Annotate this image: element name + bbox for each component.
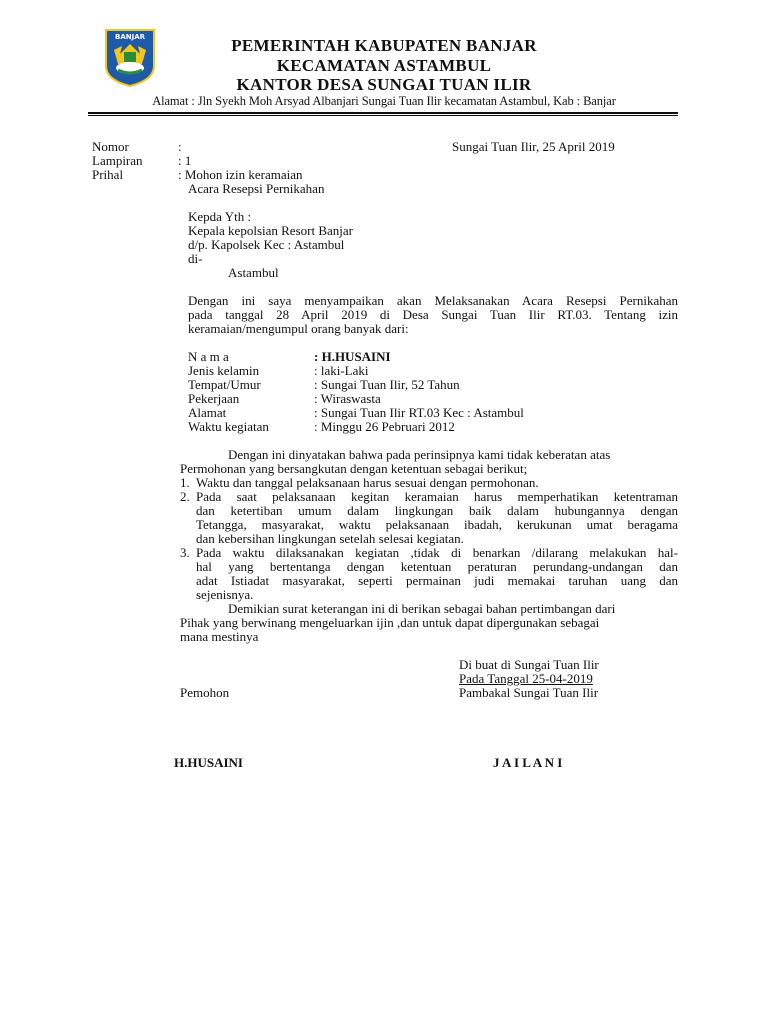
- detail-value-pekerjaan: : Wiraswasta: [314, 391, 381, 406]
- detail-label-nama: N a m a: [188, 349, 229, 364]
- letterhead-line-2: KECAMATAN ASTAMBUL: [276, 56, 492, 75]
- condition-3-line-1: Pada waktu dilaksanakan kegiatan ,tidak di benarkan /dilarang melakukan hal-: [196, 545, 678, 560]
- condition-2-line-3: Tetangga, masyarakat, waktu pelaksanaan ibadah, kerukunan umat beragama: [196, 517, 678, 532]
- lampiran-label: Lampiran: [92, 153, 143, 168]
- nomor-value: :: [178, 139, 182, 154]
- detail-value-jenis-kelamin: : laki-Laki: [314, 363, 369, 378]
- letterhead-line-1: PEMERINTAH KABUPATEN BANJAR: [231, 36, 537, 55]
- detail-label-waktu-kegiatan: Waktu kegiatan: [188, 419, 269, 434]
- closing-line-2: Pihak yang berwinang mengeluarkan ijin ,dan untuk dapat dipergunakan sebagai: [180, 615, 600, 630]
- condition-3-number: 3.: [180, 545, 190, 560]
- intro-line-1: Dengan ini saya menyampaikan akan Melaksanakan Acara Resepsi Pernikahan: [188, 293, 678, 308]
- prihal-label: Prihal: [92, 167, 124, 182]
- prihal-value-2: Acara Resepsi Pernikahan: [188, 181, 325, 196]
- intro-line-3: keramaian/mengumpul orang banyak dari:: [188, 321, 409, 336]
- condition-2-line-2: dan ketertiban umum dalam lingkungan baik dalam hubungannya dengan: [196, 503, 678, 518]
- condition-3-line-4: sejenisnya.: [196, 587, 254, 602]
- letterhead-line-3: KANTOR DESA SUNGAI TUAN ILIR: [236, 75, 532, 94]
- closing-line-3: mana mestinya: [180, 629, 259, 644]
- applicant-name: H.HUSAINI: [174, 755, 243, 770]
- applicant-title: Pemohon: [180, 685, 230, 700]
- letterhead-divider: [88, 112, 678, 114]
- logo-text: BANJAR: [114, 33, 146, 41]
- recipient-line-2: Kepala kepolsian Resort Banjar: [188, 223, 353, 238]
- detail-value-nama: : H.HUSAINI: [314, 349, 391, 364]
- recipient-line-1: Kepda Yth :: [188, 209, 252, 224]
- condition-1-line-1: Waktu dan tanggal pelaksanaan harus sesuai dengan permohonan.: [196, 475, 539, 490]
- recipient-line-5: Astambul: [228, 265, 279, 280]
- condition-2-number: 2.: [180, 489, 190, 504]
- detail-label-jenis-kelamin: Jenis kelamin: [188, 363, 260, 378]
- place-date: Sungai Tuan Ilir, 25 April 2019: [452, 139, 615, 154]
- intro-line-2: pada tanggal 28 April 2019 di Desa Sungai Tuan Ilir RT.03. Tentang izin: [188, 307, 678, 322]
- letterhead-address: Alamat : Jln Syekh Moh Arsyad Albanjari Sungai Tuan Ilir kecamatan Astambul, Kab : Banjar: [152, 94, 616, 108]
- recipient-line-3: d/p. Kapolsek Kec : Astambul: [188, 237, 345, 252]
- condition-3-line-2: hal yang bertentanga dengan ketentuan peraturan perundang-undangan dan: [196, 559, 678, 574]
- nomor-label: Nomor: [92, 139, 129, 154]
- statement-line-1: Dengan ini dinyatakan bahwa pada perinsipnya kami tidak keberatan atas: [228, 447, 611, 462]
- detail-value-alamat: : Sungai Tuan Ilir RT.03 Kec : Astambul: [314, 405, 524, 420]
- detail-label-alamat: Alamat: [188, 405, 227, 420]
- made-at: Di buat di Sungai Tuan Ilir: [459, 657, 599, 672]
- lampiran-value: : 1: [178, 153, 192, 168]
- detail-value-waktu-kegiatan: : Minggu 26 Pebruari 2012: [314, 419, 455, 434]
- condition-2-line-4: dan kebersihan lingkungan setelah selesai kegiatan.: [196, 531, 464, 546]
- made-on: Pada Tanggal 25-04-2019: [459, 671, 593, 686]
- village-head-name: J A I L A N I: [493, 755, 563, 770]
- condition-1-number: 1.: [180, 475, 190, 490]
- statement-line-2: Permohonan yang bersangkutan dengan ketentuan sebagai berikut;: [180, 461, 528, 476]
- village-head-title: Pambakal Sungai Tuan Ilir: [459, 685, 599, 700]
- detail-label-tempat-umur: Tempat/Umur: [188, 377, 261, 392]
- condition-3-line-3: adat Istiadat masyarakat, seperti permainan judi memakai taruhan uang dan: [196, 573, 678, 588]
- recipient-line-4: di-: [188, 251, 203, 266]
- letterhead-divider-thin: [88, 115, 678, 116]
- closing-line-1: Demikian surat keterangan ini di berikan sebagai bahan pertimbangan dari: [228, 601, 616, 616]
- prihal-value: : Mohon izin keramaian: [178, 167, 303, 182]
- condition-2-line-1: Pada saat pelaksanaan kegitan keramaian harus memperhatikan ketentraman: [196, 489, 678, 504]
- detail-label-pekerjaan: Pekerjaan: [188, 391, 240, 406]
- detail-value-tempat-umur: : Sungai Tuan Ilir, 52 Tahun: [314, 377, 460, 392]
